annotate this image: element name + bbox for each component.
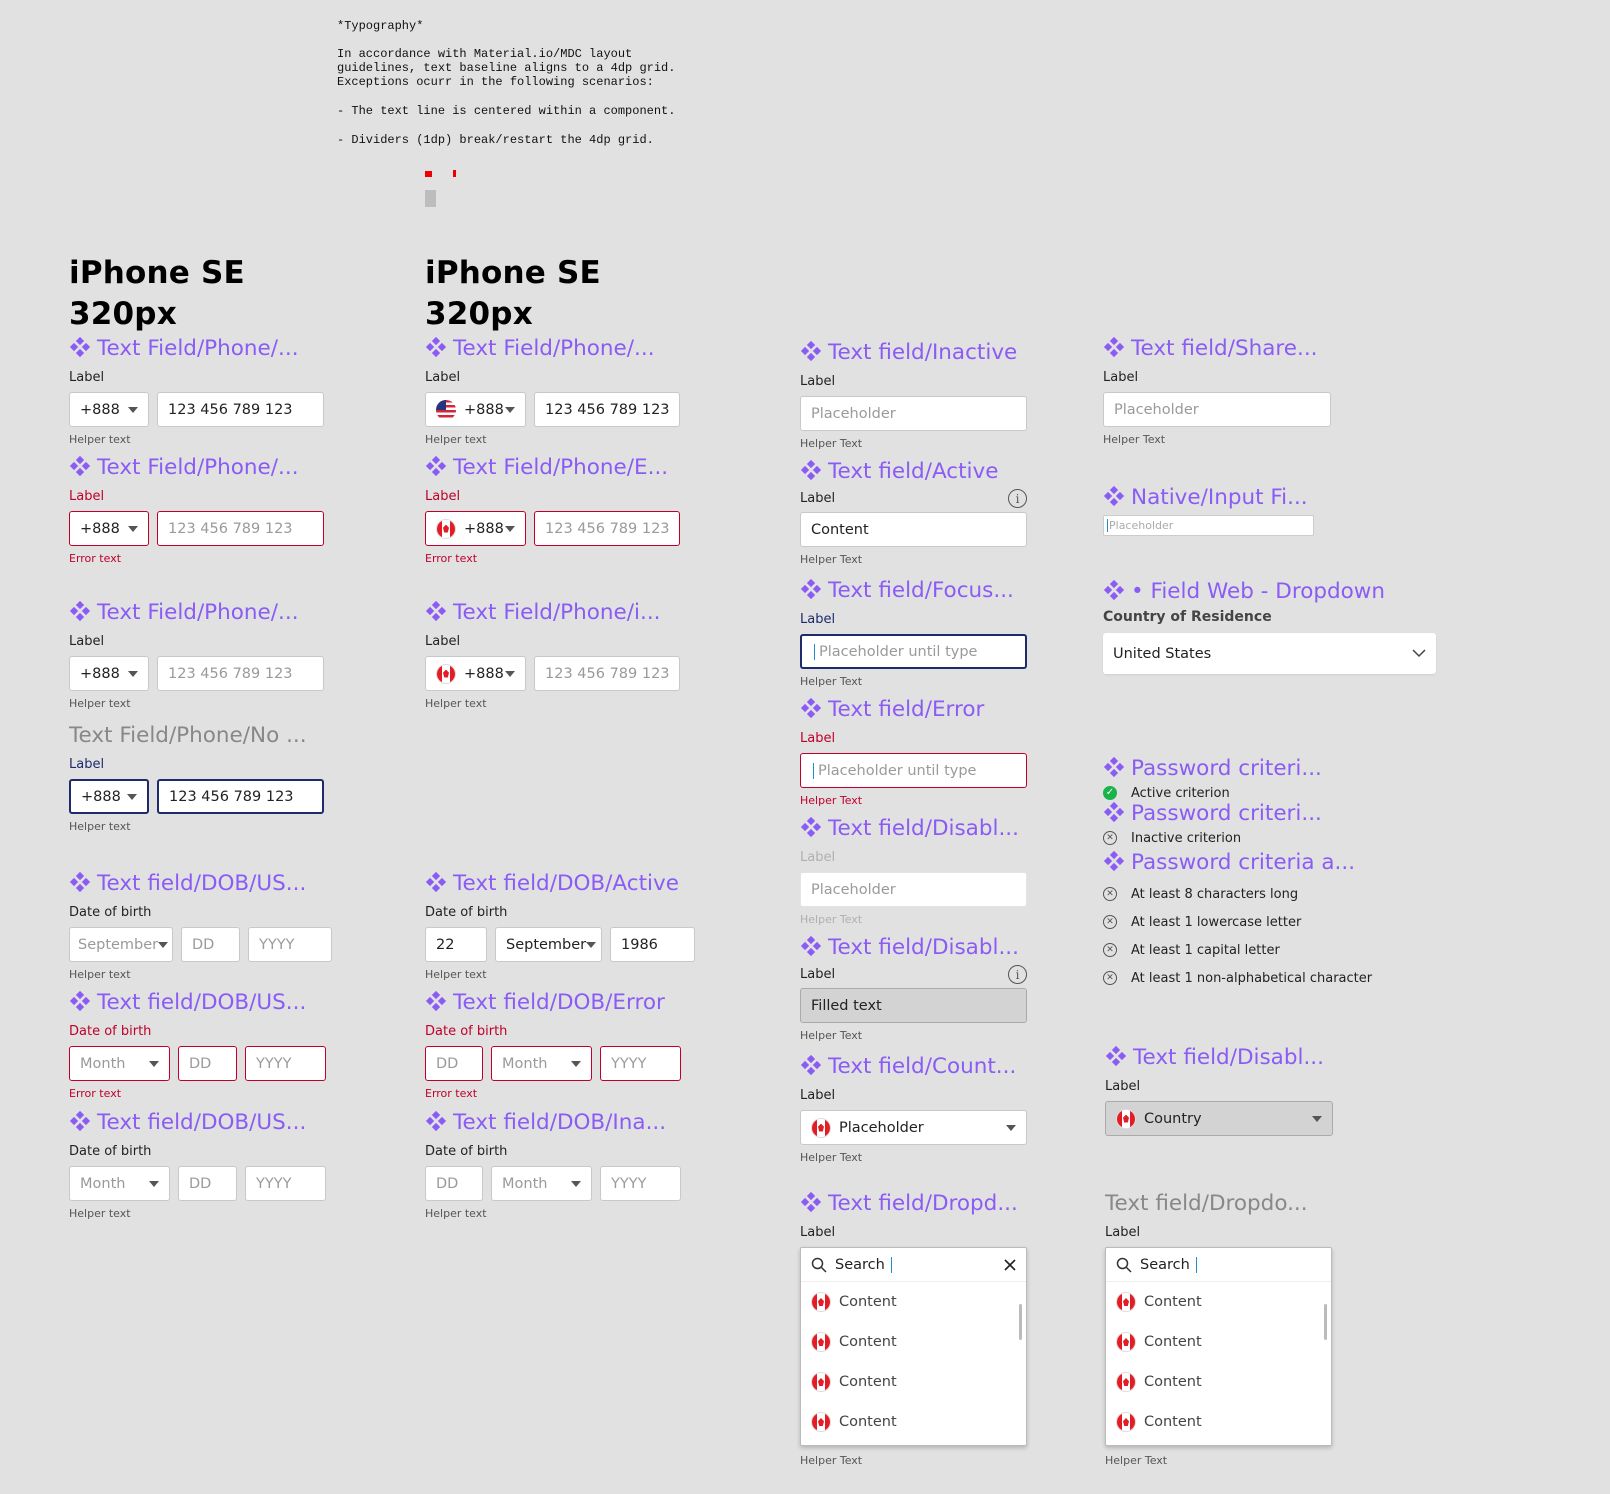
dob-field-default <box>69 1110 326 1220</box>
day-input[interactable]: DD <box>178 1166 237 1201</box>
error-text: Error text <box>69 552 122 565</box>
text-field-dropdown-2 <box>1105 1191 1332 1467</box>
typography-item-1: - The text line is centered within a component. <box>337 104 676 118</box>
component-icon <box>800 1054 822 1076</box>
month-select[interactable]: Month <box>491 1046 592 1081</box>
component-icon <box>800 340 822 362</box>
caret-down-icon <box>571 1061 581 1067</box>
field-label: Label <box>800 1088 836 1103</box>
helper-text: Helper Text <box>1105 1454 1168 1467</box>
text-input: Placeholder <box>800 872 1027 907</box>
component-icon <box>425 600 447 622</box>
country-select: Country <box>1105 1101 1333 1136</box>
country-field-disabled <box>1105 1045 1333 1136</box>
field-label: Label <box>69 634 105 649</box>
component-title: Text field/Disabl... <box>800 816 1027 842</box>
field-label: Date of birth <box>425 1144 508 1159</box>
component-icon <box>800 816 822 838</box>
component-icon <box>800 578 822 600</box>
component-icon <box>800 935 822 957</box>
text-cursor <box>1107 519 1108 532</box>
component-icon <box>1103 336 1125 358</box>
component-title: Text field/Inactive <box>800 340 1027 366</box>
year-input[interactable]: YYYY <box>600 1166 681 1201</box>
canada-flag-icon <box>811 1412 831 1432</box>
field-label: Label <box>800 1225 836 1240</box>
country-dropdown[interactable]: United States <box>1103 633 1436 674</box>
country-code-select[interactable]: +888 <box>69 511 149 546</box>
helper-text: Helper text <box>425 697 487 710</box>
search-icon <box>811 1257 827 1273</box>
text-input[interactable]: Placeholder <box>800 396 1027 431</box>
helper-text: Helper text <box>425 1207 487 1220</box>
password-criteria-active <box>1103 756 1322 801</box>
component-icon <box>1103 850 1125 872</box>
phone-field-error <box>69 455 324 565</box>
search-input[interactable]: Search <box>801 1248 1026 1282</box>
month-select[interactable]: September <box>495 927 602 962</box>
x-circle-icon: ✕ <box>1103 943 1117 957</box>
helper-text: Helper text <box>425 433 487 446</box>
canada-flag-icon <box>436 519 456 539</box>
helper-text: Helper Text <box>1103 433 1166 446</box>
x-circle-icon: ✕ <box>1103 971 1117 985</box>
check-icon: ✓ <box>1103 786 1117 800</box>
phone-input[interactable]: 123 456 789 123 <box>157 656 324 691</box>
text-cursor <box>891 1257 892 1273</box>
caret-down-icon <box>128 671 138 677</box>
phone-field-flag-error <box>425 455 680 565</box>
info-icon[interactable]: i <box>1008 965 1027 984</box>
text-field-active <box>800 459 1027 566</box>
component-title: Text field/Active <box>800 459 1027 485</box>
field-label: Label <box>800 612 836 627</box>
component-title: Text Field/Phone/... <box>69 455 324 481</box>
canada-flag-icon <box>1116 1109 1136 1129</box>
field-label: Date of birth <box>69 1144 152 1159</box>
list-item[interactable]: Content <box>801 1402 1026 1442</box>
grid-marker <box>425 171 432 177</box>
phone-input[interactable]: 123 456 789 123 <box>157 392 324 427</box>
dob-field-error <box>69 990 326 1100</box>
text-field-focus <box>800 578 1027 688</box>
component-icon <box>800 459 822 481</box>
text-input[interactable]: Placeholder <box>1103 392 1331 427</box>
field-label: Label <box>69 757 105 772</box>
native-input-field <box>1103 485 1314 536</box>
country-code-select[interactable]: +888 <box>425 511 526 546</box>
component-title: Text field/DOB/US... <box>69 871 332 897</box>
text-field-dropdown <box>800 1191 1027 1467</box>
phone-input[interactable]: 123 456 789 123 <box>534 392 680 427</box>
helper-text: Helper Text <box>800 913 863 926</box>
typography-item-2: - Dividers (1dp) break/restart the 4dp grid. <box>337 133 654 147</box>
caret-down-icon <box>158 942 168 948</box>
year-input[interactable]: YYYY <box>248 927 332 962</box>
component-title: Text field/Dropd... <box>800 1191 1027 1217</box>
component-icon <box>425 990 447 1012</box>
list-item[interactable]: Content <box>1106 1322 1331 1362</box>
canada-flag-icon <box>1116 1372 1136 1392</box>
phone-field-default <box>69 336 324 446</box>
month-select[interactable]: Month <box>491 1166 592 1201</box>
grid-block <box>425 190 436 207</box>
component-title: Text field/DOB/Active <box>425 871 695 897</box>
error-text: Helper Text <box>800 794 863 807</box>
text-input: Filled text <box>800 988 1027 1023</box>
component-title: Text Field/Phone/E... <box>425 455 680 481</box>
component-title: Text field/Disabl... <box>1105 1045 1333 1071</box>
day-input[interactable]: DD <box>425 1166 483 1201</box>
field-label: Label <box>800 850 836 865</box>
close-icon[interactable] <box>1004 1259 1016 1271</box>
dob-field-error-2 <box>425 990 681 1100</box>
component-icon <box>1103 485 1125 507</box>
caret-down-icon <box>128 526 138 532</box>
criterion-item: ✕ At least 1 capital letter <box>1103 942 1372 958</box>
helper-text: Helper Text <box>800 1029 863 1042</box>
phone-field-flag-default <box>425 336 680 446</box>
component-title: Password criteria a... <box>1103 850 1372 876</box>
dob-field-inactive <box>69 871 332 981</box>
text-cursor <box>813 763 814 779</box>
year-input[interactable]: YYYY <box>245 1046 326 1081</box>
component-icon <box>1103 579 1125 601</box>
day-input[interactable]: DD <box>425 1046 483 1081</box>
dropdown-list <box>1105 1247 1332 1446</box>
phone-field-inactive <box>69 600 324 710</box>
canada-flag-icon <box>811 1372 831 1392</box>
caret-down-icon <box>149 1181 159 1187</box>
component-icon <box>800 1191 822 1213</box>
component-icon <box>425 336 447 358</box>
country-code-select[interactable]: +888 <box>69 656 149 691</box>
text-field-country <box>800 1054 1027 1164</box>
phone-field-flag-inactive <box>425 600 680 710</box>
caret-down-icon <box>505 526 515 532</box>
field-label: Label <box>1105 1079 1141 1094</box>
error-text: Error text <box>69 1087 122 1100</box>
component-title: Text Field/Phone/... <box>69 336 324 362</box>
text-field-inactive <box>800 340 1027 450</box>
dropdown-list <box>800 1247 1027 1446</box>
country-code-select[interactable]: +888 <box>425 656 526 691</box>
native-input[interactable]: Placeholder <box>1103 515 1314 536</box>
component-title: Text field/Error <box>800 697 1027 723</box>
month-select[interactable]: Month <box>69 1166 170 1201</box>
text-input[interactable]: Content <box>800 512 1027 547</box>
password-criteria-all <box>1103 850 1372 986</box>
search-input[interactable]: Search <box>1106 1248 1331 1282</box>
component-title: Text field/DOB/Error <box>425 990 681 1016</box>
field-label: Label <box>800 490 836 506</box>
field-label: Date of birth <box>69 1024 152 1039</box>
phone-input[interactable]: 123 456 789 123 <box>157 511 324 546</box>
phone-input[interactable]: 123 456 789 123 <box>157 779 324 814</box>
error-text: Error text <box>425 1087 478 1100</box>
component-title: Text field/DOB/US... <box>69 1110 326 1136</box>
x-circle-icon: ✕ <box>1103 831 1117 845</box>
component-title: Text field/DOB/Ina... <box>425 1110 681 1136</box>
search-icon <box>1116 1257 1132 1273</box>
field-label: Label <box>425 634 461 649</box>
component-icon <box>425 1110 447 1132</box>
phone-field-focus <box>69 723 324 833</box>
component-icon <box>69 455 91 477</box>
dob-field-inactive-2 <box>425 1110 681 1220</box>
dob-field-active <box>425 871 695 981</box>
text-field-disabled <box>800 816 1027 926</box>
canada-flag-icon <box>1116 1412 1136 1432</box>
component-icon <box>1105 1045 1127 1067</box>
helper-text: Helper Text <box>800 553 863 566</box>
typography-title: *Typography* <box>337 19 424 33</box>
component-title: Text field/Count... <box>800 1054 1027 1080</box>
text-field-shared <box>1103 336 1331 446</box>
scrollbar[interactable] <box>1324 1304 1327 1340</box>
component-title: Text Field/Phone/i... <box>425 600 680 626</box>
field-label: Country of Residence <box>1103 609 1272 625</box>
helper-text: Helper text <box>69 1207 131 1220</box>
helper-text: Helper text <box>69 820 131 833</box>
component-title: Text Field/Phone/... <box>425 336 680 362</box>
field-label: Date of birth <box>425 1024 508 1039</box>
criterion-item: ✕ At least 8 characters long <box>1103 886 1372 902</box>
grid-marker <box>453 170 456 177</box>
component-icon <box>425 871 447 893</box>
helper-text: Helper Text <box>800 675 863 688</box>
helper-text: Helper text <box>69 433 131 446</box>
canada-flag-icon <box>811 1292 831 1312</box>
caret-down-icon <box>505 671 515 677</box>
helper-text: Helper text <box>69 968 131 981</box>
component-title: Text Field/Phone/... <box>69 600 324 626</box>
country-code-select[interactable]: +888 <box>69 392 149 427</box>
us-flag-icon <box>436 400 456 420</box>
caret-down-icon <box>1006 1125 1016 1131</box>
helper-text: Helper text <box>425 968 487 981</box>
helper-text: Helper Text <box>800 1454 863 1467</box>
field-label: Label <box>800 731 836 746</box>
list-item[interactable]: Content <box>1106 1402 1331 1442</box>
day-input[interactable]: DD <box>178 1046 237 1081</box>
frame-title: iPhone SE 320px <box>69 255 245 332</box>
component-title: Password criteri... <box>1103 756 1322 782</box>
list-item[interactable]: Content <box>801 1362 1026 1402</box>
component-title: Password criteri... <box>1103 801 1322 827</box>
frame-title: iPhone SE 320px <box>425 255 601 332</box>
criterion-item: ✕ Inactive criterion <box>1103 830 1322 846</box>
year-input[interactable]: YYYY <box>600 1046 681 1081</box>
month-select[interactable]: September <box>69 927 173 962</box>
text-cursor <box>1196 1257 1197 1273</box>
component-title: Native/Input Fi... <box>1103 485 1314 511</box>
text-input[interactable]: Placeholder until type <box>800 753 1027 788</box>
caret-down-icon <box>127 794 137 800</box>
helper-text: Helper Text <box>800 437 863 450</box>
component-icon <box>800 697 822 719</box>
component-icon <box>425 455 447 477</box>
component-title: Text field/Share... <box>1103 336 1331 362</box>
text-field-error <box>800 697 1027 807</box>
canada-flag-icon <box>1116 1332 1136 1352</box>
error-text: Error text <box>425 552 478 565</box>
country-code-select[interactable]: +888 <box>69 779 149 814</box>
day-input[interactable]: 22 <box>425 927 487 962</box>
component-icon <box>69 871 91 893</box>
field-label: Date of birth <box>425 905 508 920</box>
field-label: Label <box>69 489 105 504</box>
phone-input[interactable]: 123 456 789 123 <box>534 511 680 546</box>
x-circle-icon: ✕ <box>1103 915 1117 929</box>
component-icon <box>69 600 91 622</box>
field-label: Label <box>1103 370 1139 385</box>
password-criteria-inactive <box>1103 801 1322 846</box>
field-label: Date of birth <box>69 905 152 920</box>
caret-down-icon <box>149 1061 159 1067</box>
year-input[interactable]: YYYY <box>245 1166 326 1201</box>
scrollbar[interactable] <box>1019 1304 1022 1340</box>
field-label: Label <box>425 489 461 504</box>
component-icon <box>69 336 91 358</box>
canada-flag-icon <box>436 664 456 684</box>
caret-down-icon <box>128 407 138 413</box>
text-field-disabled-filled <box>800 935 1027 1042</box>
caret-down-icon <box>571 1181 581 1187</box>
component-title: Text field/Focus... <box>800 578 1027 604</box>
component-title: Text field/Dropdo... <box>1105 1191 1308 1216</box>
text-input[interactable]: Placeholder until type <box>800 634 1027 669</box>
caret-down-icon <box>586 942 596 948</box>
component-title: • Field Web - Dropdown <box>1103 579 1436 605</box>
phone-input[interactable]: 123 456 789 123 <box>534 656 680 691</box>
info-icon[interactable]: i <box>1008 489 1027 508</box>
canada-flag-icon <box>811 1118 831 1138</box>
field-label: Label <box>800 374 836 389</box>
canada-flag-icon <box>811 1332 831 1352</box>
caret-down-icon <box>505 407 515 413</box>
web-dropdown-field <box>1103 579 1436 674</box>
criterion-item: ✕ At least 1 non-alphabetical character <box>1103 970 1372 986</box>
year-input[interactable]: 1986 <box>610 927 695 962</box>
criterion-item: ✓ Active criterion <box>1103 785 1322 801</box>
day-input[interactable]: DD <box>181 927 240 962</box>
field-label: Label <box>800 966 836 982</box>
component-icon <box>1103 756 1125 778</box>
component-title: Text field/DOB/US... <box>69 990 326 1016</box>
list-item[interactable]: Content <box>801 1282 1026 1322</box>
month-select[interactable]: Month <box>69 1046 170 1081</box>
helper-text: Helper Text <box>800 1151 863 1164</box>
field-label: Label <box>425 370 461 385</box>
field-label: Label <box>1105 1225 1141 1240</box>
helper-text: Helper text <box>69 697 131 710</box>
field-label: Label <box>69 370 105 385</box>
x-circle-icon: ✕ <box>1103 887 1117 901</box>
country-select[interactable]: Placeholder <box>800 1110 1027 1145</box>
component-icon <box>69 1110 91 1132</box>
criterion-item: ✕ At least 1 lowercase letter <box>1103 914 1372 930</box>
component-icon <box>69 990 91 1012</box>
component-icon <box>1103 801 1125 823</box>
list-item[interactable]: Content <box>801 1322 1026 1362</box>
list-item[interactable]: Content <box>1106 1282 1331 1322</box>
list-item[interactable]: Content <box>1106 1362 1331 1402</box>
text-cursor <box>814 644 815 660</box>
caret-down-icon <box>1312 1116 1322 1122</box>
country-code-select[interactable]: +888 <box>425 392 526 427</box>
component-title: Text field/Disabl... <box>800 935 1027 961</box>
component-title: Text Field/Phone/No ... <box>69 723 307 748</box>
typography-body: In accordance with Material.io/MDC layout guidelines, text baseline aligns to a 4dp grid. Exceptions ocurr in the following scenarios: <box>337 47 676 89</box>
chevron-down-icon <box>1412 649 1426 658</box>
canada-flag-icon <box>1116 1292 1136 1312</box>
